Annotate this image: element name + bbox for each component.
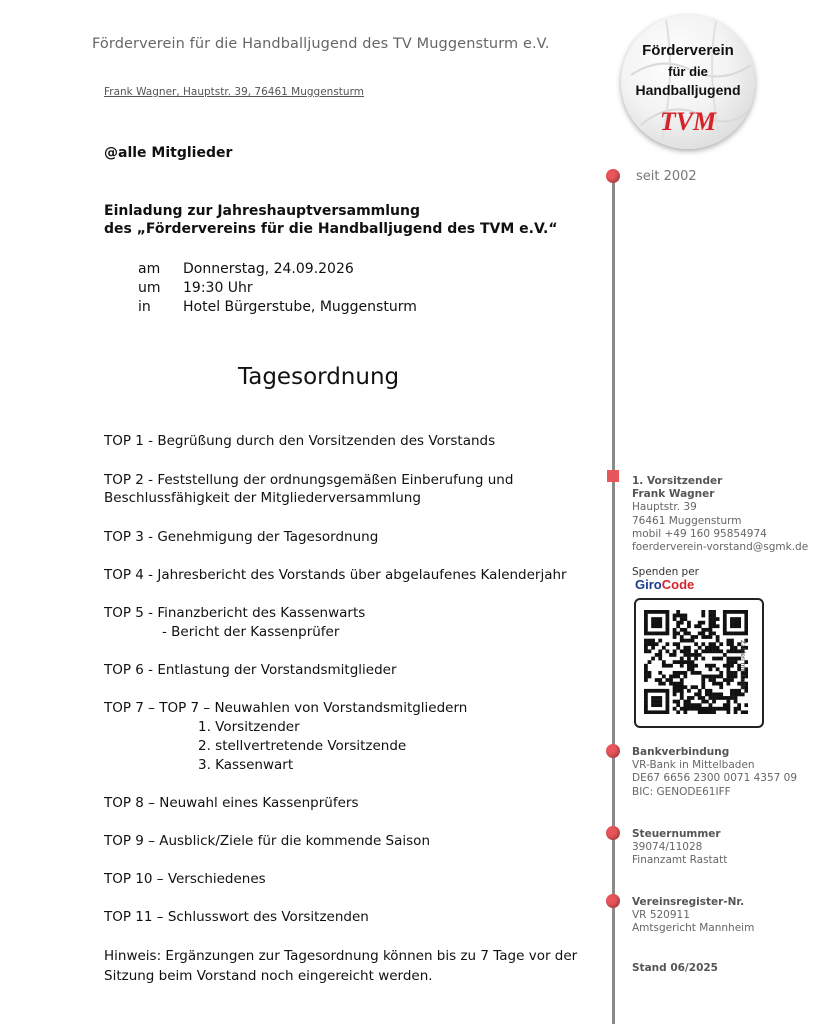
bank-bic: BIC: GENODE61IFF (632, 785, 731, 798)
agenda-subitem: 1. Vorsitzender (198, 719, 300, 735)
club-logo (621, 15, 755, 149)
hint-note (104, 946, 577, 986)
agenda-title: Tagesordnung (238, 364, 400, 390)
agenda-subitem: - Bericht der Kassenprüfer (162, 624, 340, 640)
bank-iban: DE67 6656 2300 0071 4357 09 (632, 772, 798, 785)
logo-text-line2: für die (668, 64, 708, 79)
bullet-dot-icon (606, 744, 620, 758)
tax-title: Steuernummer (632, 828, 721, 840)
register-title: Vereinsregister-Nr. (632, 896, 745, 908)
agenda-item: TOP 10 – Verschiedenes (104, 871, 266, 887)
agenda-item: TOP 4 - Jahresbericht des Vorstands über abgelaufenes Kalenderjahr (104, 567, 567, 583)
chair-name: Frank Wagner (632, 488, 715, 501)
hint-line: Hinweis: Ergänzungen zur Tagesordnung können bis zu 7 Tage vor der (104, 948, 578, 964)
chair-title: 1. Vorsitzender (632, 475, 723, 487)
salutation: @alle Mitglieder (104, 145, 233, 161)
logo-text-line3: Handballjugend (635, 82, 741, 98)
chair-contact (632, 475, 808, 554)
tax-office: Finanzamt Rastatt (632, 854, 728, 867)
bullet-dot-icon (606, 826, 620, 840)
agenda-item: TOP 6 - Entlastung der Vorstandsmitglieder (104, 662, 397, 678)
agenda-item: TOP 2 - Feststellung der ordnungsgemäßen Einberufung und (104, 472, 514, 488)
logo-mark: TVM (659, 107, 717, 136)
agenda-item: TOP 11 – Schlusswort des Vorsitzenden (104, 909, 369, 925)
detail-value-place: Hotel Bürgerstube, Muggensturm (183, 299, 417, 315)
chair-email[interactable]: foerderverein-vorstand@sgmk.de (632, 541, 809, 554)
agenda-item: TOP 1 - Begrüßung durch den Vorsitzenden des Vorstands (104, 433, 496, 449)
girocode-text-b: Code (661, 577, 695, 592)
organization-name: Förderverein für die Handballjugend des TV Muggensturm e.V. (92, 36, 550, 52)
register-number: VR 520911 (632, 909, 690, 922)
sender-address: Frank Wagner, Hauptstr. 39, 76461 Muggensturm (104, 86, 364, 98)
bullet-dot-icon (606, 169, 620, 183)
document-version (632, 962, 718, 975)
agenda-subitem: 2. stellvertretende Vorsitzende (198, 738, 407, 754)
tax-details (632, 828, 727, 868)
detail-label-place: in (138, 299, 151, 315)
donate-label: Spenden per (632, 566, 700, 578)
agenda-item: TOP 7 – TOP 7 – Neuwahlen von Vorstandsmitgliedern (104, 700, 468, 716)
girocode-text-a: Giro (635, 577, 662, 592)
stand-label: Stand 06/2025 (632, 962, 718, 974)
detail-value-time: 19:30 Uhr (183, 280, 253, 296)
bank-title: Bankverbindung (632, 746, 730, 758)
qr-side-text: Zahlen mit Code (739, 640, 746, 690)
bank-details (632, 746, 797, 799)
register-details (632, 896, 754, 936)
agenda-subitem: 3. Kassenwart (198, 757, 294, 773)
invitation-title: Einladung zur Jahreshauptversammlung (104, 203, 421, 219)
agenda-item-continuation: Beschlussfähigkeit der Mitgliederversammlung (104, 490, 421, 506)
agenda-item: TOP 5 - Finanzbericht des Kassenwarts (104, 605, 366, 621)
agenda-item: TOP 3 - Genehmigung der Tagesordnung (104, 529, 379, 545)
logo-text-line1: Förderverein (642, 42, 734, 59)
bank-name: VR-Bank in Mittelbaden (632, 759, 755, 772)
detail-label-date: am (138, 261, 161, 277)
chair-city: 76461 Muggensturm (632, 514, 742, 527)
hint-line: Sitzung beim Vorstand noch eingereicht werden. (104, 968, 433, 984)
bullet-square-icon (607, 470, 619, 482)
agenda-item: TOP 9 – Ausblick/Ziele für die kommende Saison (104, 833, 430, 849)
girocode-logo (635, 577, 694, 592)
founded-since: seit 2002 (636, 169, 697, 184)
qr-code-icon (644, 610, 748, 714)
invitation-subtitle: des „Fördervereins für die Handballjugend des TVM e.V.“ (104, 221, 558, 237)
agenda-item: TOP 8 – Neuwahl eines Kassenprüfers (104, 795, 359, 811)
chair-street: Hauptstr. 39 (632, 501, 697, 514)
bullet-dot-icon (606, 894, 620, 908)
detail-label-time: um (138, 280, 161, 296)
chair-mobile: mobil +49 160 95854974 (632, 527, 767, 540)
detail-value-date: Donnerstag, 24.09.2026 (183, 261, 354, 277)
register-court: Amtsgericht Mannheim (632, 922, 755, 935)
tax-number: 39074/11028 (632, 841, 703, 854)
